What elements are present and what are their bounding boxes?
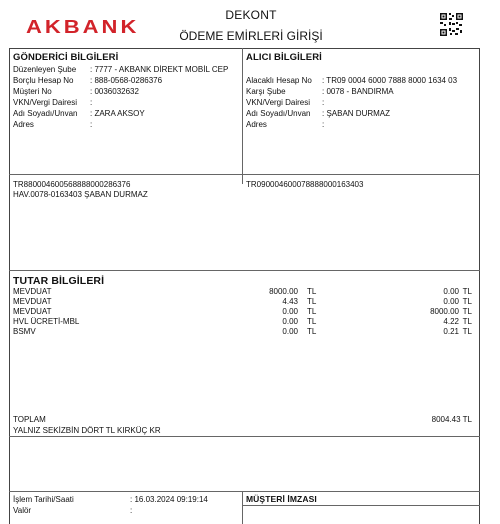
amount-row xyxy=(13,297,472,307)
receiver-iban: TR090004600078888000163403 xyxy=(246,180,364,189)
amount-row-amount2: 0.21 xyxy=(443,327,459,336)
amount-row-amount1: 0.00 xyxy=(282,307,298,316)
amount-row-amount1: 0.00 xyxy=(282,317,298,326)
amount-row-amount1: 8000.00 xyxy=(269,287,298,296)
sender-row-label: Müşteri No xyxy=(13,87,52,96)
signature-underline xyxy=(242,505,480,506)
receiver-row-label: Karşı Şube xyxy=(246,87,286,96)
sender-row xyxy=(13,119,238,130)
amount-row-currency2: TL xyxy=(462,327,472,336)
amount-row-name: MEVDUAT xyxy=(13,287,52,296)
sender-section-title: GÖNDERİCİ BİLGİLERİ xyxy=(13,52,119,63)
amount-row-currency1: TL xyxy=(307,287,317,296)
amount-row-currency2: TL xyxy=(462,287,472,296)
amount-row-amount2: 8000.00 xyxy=(430,307,459,316)
receiver-row-value: : xyxy=(322,98,325,107)
total-value: 8004.43 TL xyxy=(431,415,472,424)
receiver-row-value: : 0078 - BANDIRMA xyxy=(322,87,394,96)
transfer-description: HAV.0078-0163403 ŞABAN DURMAZ xyxy=(13,190,148,199)
sender-row xyxy=(13,75,238,86)
sender-row-label: VKN/Vergi Dairesi xyxy=(13,98,78,107)
sender-row-label: Adı Soyadı/Unvan xyxy=(13,109,78,118)
receiver-row-label: VKN/Vergi Dairesi xyxy=(246,98,311,107)
total-in-words: YALNIZ SEKİZBİN DÖRT TL KIRKÜÇ KR xyxy=(13,426,161,435)
amount-row-currency2: TL xyxy=(462,297,472,306)
receiver-row xyxy=(246,97,478,108)
total-label: TOPLAM xyxy=(13,415,46,424)
amount-row-currency2: TL xyxy=(462,307,472,316)
footer-row-value: : 16.03.2024 09:19:14 xyxy=(130,495,208,504)
receiver-row xyxy=(246,108,478,119)
receiver-row-value: : ŞABAN DURMAZ xyxy=(322,109,391,118)
amounts-section-title: TUTAR BİLGİLERİ xyxy=(13,275,105,287)
sender-row-value: : xyxy=(90,120,93,129)
divider-before-footer xyxy=(9,491,480,492)
amount-row-amount2: 0.00 xyxy=(443,287,459,296)
receiver-row xyxy=(246,86,478,97)
footer-row-label: Valör xyxy=(13,506,32,515)
sender-row-value: : xyxy=(90,98,93,107)
akbank-logo: AKBANK xyxy=(26,16,140,38)
footer-row-label: İşlem Tarihi/Saati xyxy=(13,495,74,504)
amount-row-currency1: TL xyxy=(307,307,317,316)
column-divider-footer xyxy=(242,491,243,524)
sender-row xyxy=(13,64,238,75)
footer-row xyxy=(13,494,238,505)
divider-after-parties xyxy=(9,174,480,175)
divider-before-amounts xyxy=(9,270,480,271)
receiver-row-label: Adres xyxy=(246,120,267,129)
amount-row-amount2: 0.00 xyxy=(443,297,459,306)
sender-row-label: Borçlu Hesap No xyxy=(13,76,74,85)
amount-row-amount1: 0.00 xyxy=(282,327,298,336)
sender-row xyxy=(13,108,238,119)
amount-row-name: BSMV xyxy=(13,327,36,336)
receiver-row-value: : xyxy=(322,120,325,129)
receiver-row xyxy=(246,75,478,86)
amount-row xyxy=(13,317,472,327)
receiver-row-label: Adı Soyadı/Unvan xyxy=(246,109,311,118)
sender-iban: TR880004600568888000286376 xyxy=(13,180,131,189)
sender-row-value: : 888-0568-0286376 xyxy=(90,76,163,85)
sender-row xyxy=(13,97,238,108)
sender-row-label: Adres xyxy=(13,120,34,129)
amount-row xyxy=(13,327,472,337)
amount-row-currency2: TL xyxy=(462,317,472,326)
amount-row-currency1: TL xyxy=(307,317,317,326)
qr-code-icon xyxy=(439,12,464,37)
amount-row-amount2: 4.22 xyxy=(443,317,459,326)
amount-row-name: HVL ÜCRETİ-MBL xyxy=(13,317,80,326)
receiver-row-value: : TR09 0004 6000 7888 8000 1634 03 xyxy=(322,76,458,85)
receiver-row-label: Alacaklı Hesap No xyxy=(246,76,312,85)
divider-after-total xyxy=(9,436,480,437)
amount-row-amount1: 4.43 xyxy=(282,297,298,306)
signature-title: MÜŞTERİ İMZASI xyxy=(246,494,317,504)
receiver-section-title: ALICI BİLGİLERİ xyxy=(246,52,322,63)
document-type: DEKONT xyxy=(225,8,277,22)
amount-row xyxy=(13,287,472,297)
sender-row-value: : ZARA AKSOY xyxy=(90,109,145,118)
footer-row xyxy=(13,505,238,516)
sender-row-value: : 7777 - AKBANK DİREKT MOBİL CEP xyxy=(90,65,229,74)
sender-row-label: Düzenleyen Şube xyxy=(13,65,77,74)
column-divider-iban xyxy=(242,174,243,184)
document-subtitle: ÖDEME EMİRLERİ GİRİŞİ xyxy=(179,29,323,43)
amount-row-currency1: TL xyxy=(307,297,317,306)
amount-row-name: MEVDUAT xyxy=(13,297,52,306)
footer-row-value: : xyxy=(130,506,133,515)
sender-row xyxy=(13,86,238,97)
receiver-row xyxy=(246,119,478,130)
amount-row-name: MEVDUAT xyxy=(13,307,52,316)
amount-row-currency1: TL xyxy=(307,327,317,336)
sender-row-value: : 0036032632 xyxy=(90,87,139,96)
amount-row xyxy=(13,307,472,317)
column-divider-top xyxy=(242,48,243,174)
